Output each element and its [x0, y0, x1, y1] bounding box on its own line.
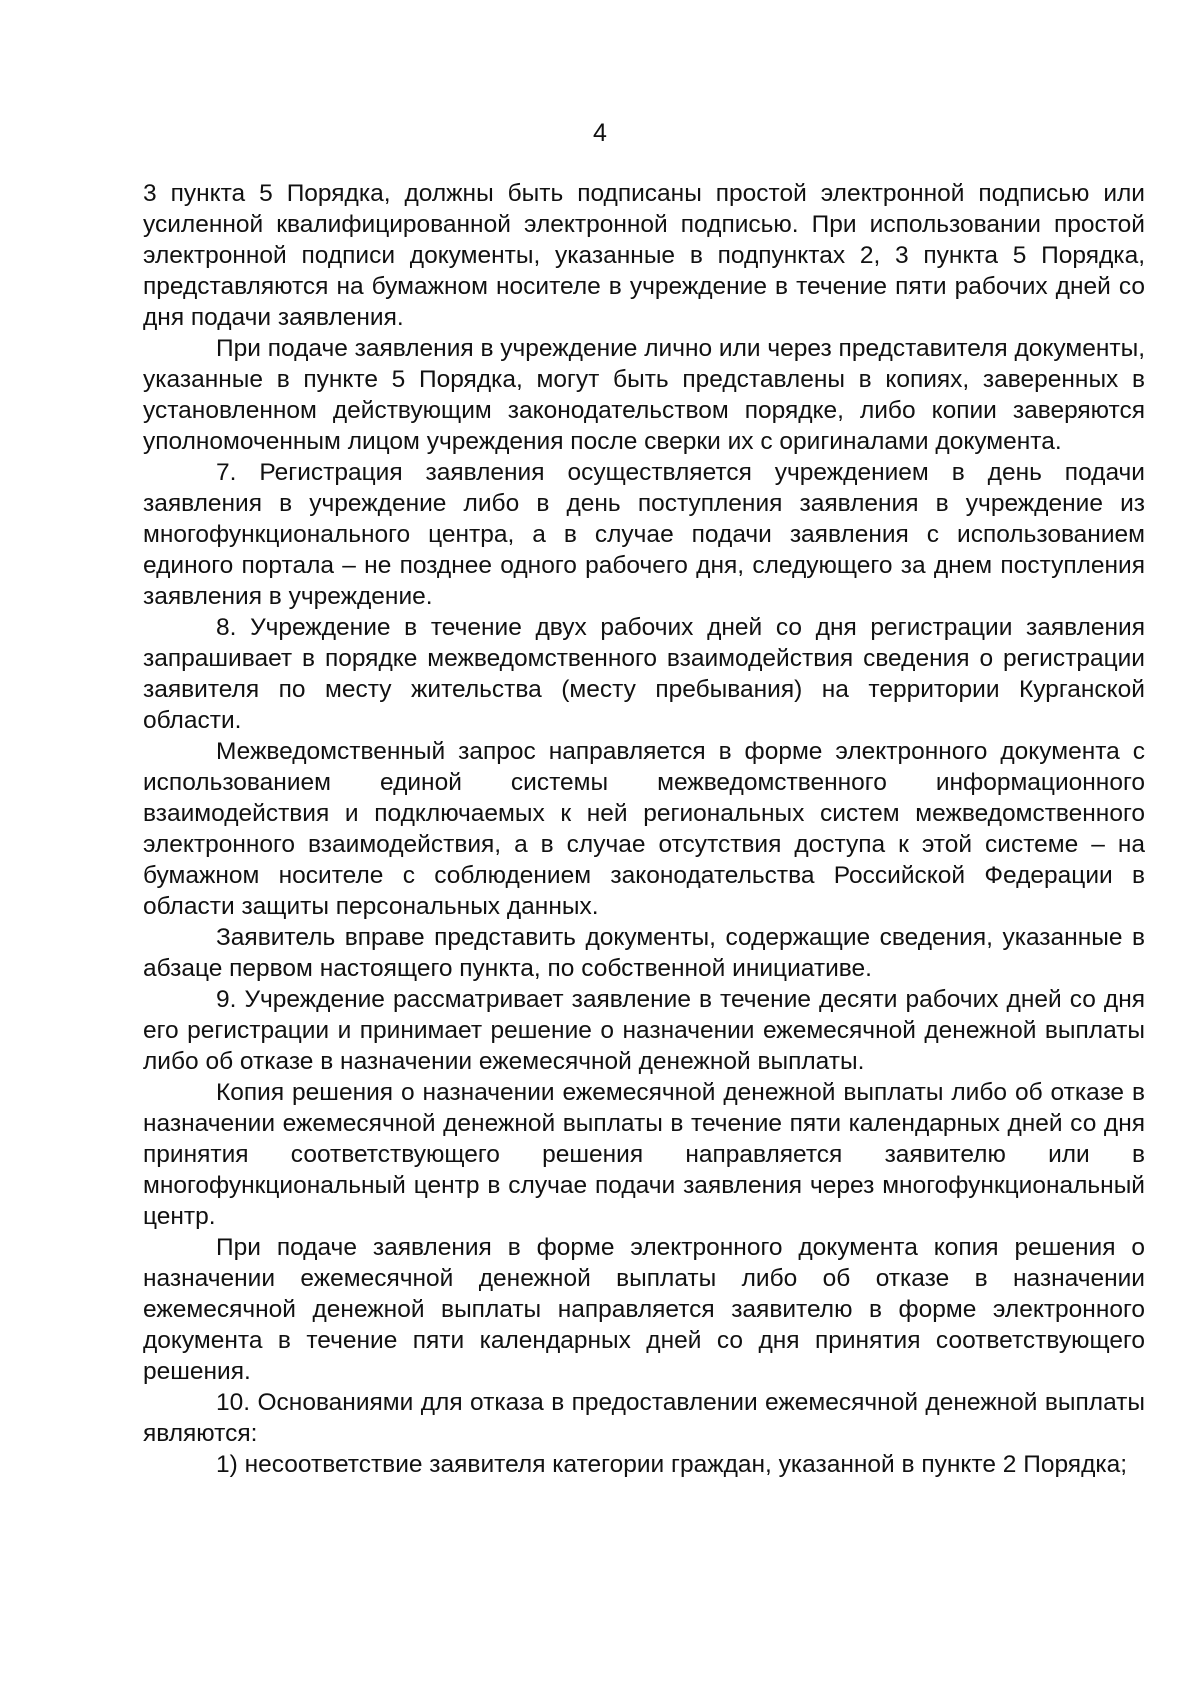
- paragraph: 10. Основаниями для отказа в предоставлении ежемесячной денежной выплаты являются:: [143, 1389, 1145, 1447]
- paragraph: 7. Регистрация заявления осуществляется учреждением в день подачи заявления в учреждение либо в день поступления заявления в учреждение из многофункционального центра, а в случае подачи заявления с использованием единого портала – не позднее одного рабочего дня, следующего за днем поступления заявления в учреждение.: [143, 459, 1145, 610]
- paragraph: При подаче заявления в форме электронного документа копия решения о назначении ежемесячной денежной выплаты либо об отказе в назначении ежемесячной денежной выплаты направляется заявителю в форме электронного документа в течение пяти календарных дней со дня принятия соответствующего решения.: [143, 1234, 1145, 1385]
- paragraph: 1) несоответствие заявителя категории граждан, указанной в пункте 2 Порядка;: [216, 1451, 1128, 1478]
- paragraph: 3 пункта 5 Порядка, должны быть подписаны простой электронной подписью или усиленной квалифицированной электронной подписью. При использовании простой электронной подписи документы, указанные в подпунктах 2, 3 пункта 5 Порядка, представляются на бумажном носителе в учреждение в течение пяти рабочих дней со дня подачи заявления.: [143, 180, 1145, 331]
- paragraph: 8. Учреждение в течение двух рабочих дней со дня регистрации заявления запрашивает в порядке межведомственного взаимодействия сведения о регистрации заявителя по месту жительства (месту пребывания) на территории Курганской области.: [143, 614, 1145, 734]
- paragraph: При подаче заявления в учреждение лично или через представителя документы, указанные в пункте 5 Порядка, могут быть представлены в копиях, заверенных в установленном действующим законодательством порядке, либо копии заверяются уполномоченным лицом учреждения после сверки их с оригиналами документа.: [143, 335, 1146, 455]
- paragraph: Копия решения о назначении ежемесячной денежной выплаты либо об отказе в назначении ежемесячной денежной выплаты в течение пяти календарных дней со дня принятия соответствующего решения направляется заявителю или в многофункциональный центр в случае подачи заявления через многофункциональный центр.: [143, 1079, 1145, 1230]
- page-number: 4: [593, 119, 607, 147]
- paragraph: 9. Учреждение рассматривает заявление в течение десяти рабочих дней со дня его регистрации и принимает решение о назначении ежемесячной денежной выплаты либо об отказе в назначении ежемесячной денежной выплаты.: [143, 986, 1145, 1075]
- document-body: [143, 178, 1145, 1480]
- paragraph: Заявитель вправе представить документы, содержащие сведения, указанные в абзаце первом настоящего пункта, по собственной инициативе.: [143, 924, 1145, 982]
- paragraph: Межведомственный запрос направляется в форме электронного документа с использованием единой системы межведомственного информационного взаимодействия и подключаемых к ней региональных систем межведомственного электронного взаимодействия, а в случае отсутствия доступа к этой системе – на бумажном носителе с соблюдением законодательства Российской Федерации в области защиты персональных данных.: [143, 738, 1145, 920]
